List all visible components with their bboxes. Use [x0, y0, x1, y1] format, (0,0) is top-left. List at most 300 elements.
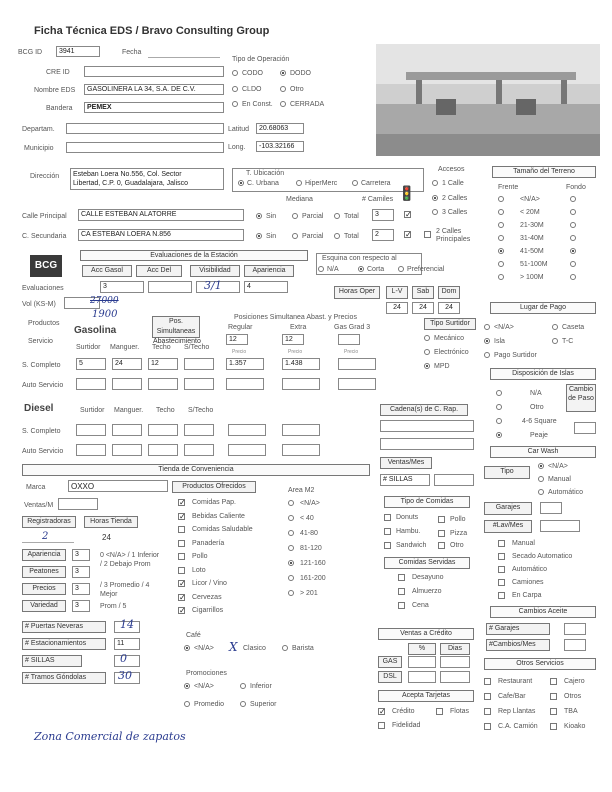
diesel-precio-2[interactable] — [282, 424, 320, 436]
puertas-label: # Puertas Neveras — [22, 621, 106, 633]
gas-auto-surtidor[interactable] — [76, 378, 106, 390]
cw-garajes-field[interactable] — [540, 502, 562, 514]
traffic-light-icon: 🚦 — [398, 185, 416, 201]
isla-square-radio[interactable] — [496, 418, 502, 424]
productos-ofrecidos-header: Productos Ofrecidos — [172, 481, 256, 493]
direccion-field[interactable] — [70, 168, 224, 190]
precio-reg-caption: Precio — [232, 349, 247, 355]
esquina-na-label: N/A — [327, 266, 339, 273]
horas-tienda-value: 24 — [102, 533, 111, 542]
servida-desayuno-label: Desayuno — [412, 574, 444, 581]
calles-principales-check[interactable] — [424, 231, 431, 238]
comida-hambu-label: Hambu. — [396, 528, 421, 535]
acceso-2-radio[interactable] — [432, 195, 438, 201]
op-cerrada-radio[interactable] — [280, 101, 286, 107]
diesel-precio-1[interactable] — [228, 424, 266, 436]
frente-5-radio[interactable] — [498, 261, 504, 267]
diesel-auto-precio-2[interactable] — [282, 444, 320, 456]
vol-label: Vol (KS-M) — [22, 301, 56, 308]
op-dodo-radio[interactable] — [280, 70, 286, 76]
gas-auto-s-techo[interactable] — [184, 378, 214, 390]
frente-label: Frente — [498, 184, 519, 191]
cafe-clasico-mark: X — [229, 640, 238, 654]
camiles-2-check[interactable] — [404, 231, 411, 238]
gas-grad3-label: Gas Grad 3 — [334, 324, 371, 331]
area-radio-2[interactable] — [288, 530, 294, 536]
producto-check-4[interactable] — [178, 553, 185, 560]
col-techo: Techo — [152, 344, 171, 351]
isla-otro-label: Otro — [530, 404, 544, 411]
diesel-s-completo-s-techo[interactable] — [184, 424, 214, 436]
gas-s-completo-surtidor[interactable]: 5 — [76, 358, 106, 370]
peatones-field[interactable]: 3 — [72, 566, 90, 578]
departam-field[interactable] — [66, 123, 224, 134]
fondo-label: Fondo — [566, 184, 586, 191]
promo-superior-radio[interactable] — [240, 701, 246, 707]
eval-apariencia-field[interactable]: 4 — [244, 281, 288, 293]
gas-s-completo-techo[interactable]: 12 — [148, 358, 178, 370]
fondo-3-radio[interactable] — [570, 235, 576, 241]
fondo-6-radio[interactable] — [570, 274, 576, 280]
calle-principal-label: Calle Principal — [22, 213, 67, 220]
auto-precio-gas3-field[interactable] — [338, 378, 376, 390]
variedad-label: Variedad — [22, 600, 66, 612]
pago-surtidor-radio[interactable] — [484, 352, 490, 358]
departam-label: Departam. — [22, 126, 55, 133]
precio-gas3-field[interactable] — [338, 358, 376, 370]
horas-lv-field[interactable]: 24 — [386, 302, 408, 314]
frente-1-radio[interactable] — [498, 209, 504, 215]
acceso-3-label: 3 Calles — [442, 209, 468, 216]
c-secundaria-field[interactable]: CA ESTEBAN LOERA N.856 — [78, 229, 244, 241]
esquina-preferencial-label: Preferencial — [407, 266, 445, 273]
otros-check-3[interactable] — [550, 693, 557, 700]
cambio-paso-field[interactable] — [574, 422, 596, 434]
gas-auto-techo[interactable] — [148, 378, 178, 390]
tienda-sillas-value: 0 — [120, 652, 127, 665]
cw-na-radio[interactable] — [538, 463, 544, 469]
longitud-field[interactable]: -103.32166 — [256, 141, 304, 152]
otros-label-3: Otros — [564, 693, 582, 700]
marca-label: Marca — [26, 484, 46, 491]
cw-check-1[interactable] — [498, 553, 505, 560]
tarjeta-flotas-label: Flotas — [450, 708, 470, 715]
area-radio-3[interactable] — [288, 545, 294, 551]
nombre-eds-field[interactable]: GASOLINERA LA 34, S.A. DE C.V. — [84, 84, 224, 95]
cw-check-4[interactable] — [498, 592, 505, 599]
regular-pos-field[interactable]: 12 — [226, 334, 248, 345]
diesel-auto-manguer[interactable] — [112, 444, 142, 456]
area-label-6: > 201 — [300, 590, 318, 597]
cambios-mes-field[interactable] — [564, 639, 586, 651]
cw-manual-radio[interactable] — [538, 476, 544, 482]
col-s-techo: S/Techo — [184, 344, 210, 351]
surtidor-electronico-radio[interactable] — [424, 349, 430, 355]
ubicacion-carretera-radio[interactable] — [352, 180, 358, 186]
horas-dom-field[interactable]: 24 — [438, 302, 460, 314]
pos-simult-header: Pos. Simultaneas Abastecimiento — [153, 318, 201, 345]
promo-na-radio[interactable] — [184, 683, 190, 689]
isla-na-radio[interactable] — [496, 390, 502, 396]
mediana1-sin-radio[interactable] — [256, 213, 262, 219]
precio-extra-caption: Precio — [288, 349, 303, 355]
estacionamiento-label: # Estacionamientos — [22, 638, 106, 650]
frente-6-radio[interactable] — [498, 274, 504, 280]
precios-label: Precios — [22, 583, 66, 595]
gasolina-label: Gasolina — [74, 325, 117, 336]
surtidor-mecanico-label: Mecánico — [434, 335, 464, 342]
tienda-sillas-field[interactable] — [114, 655, 140, 667]
estacionamiento-field[interactable]: 11 — [114, 638, 140, 650]
col-surtidor: Surtidor — [76, 344, 101, 351]
cre-id-label: CRE ID — [46, 69, 70, 76]
bandera-label: Bandera — [46, 105, 73, 112]
cambios-garajes-header: # Garajes — [486, 623, 550, 635]
cadena-header: Cadena(s) de C. Rap. — [380, 404, 468, 416]
horas-sab-field[interactable]: 24 — [412, 302, 434, 314]
apariencia-label: Apariencia — [22, 549, 66, 561]
acceso-3-radio[interactable] — [432, 209, 438, 215]
producto-label-8: Cigarrillos — [192, 607, 224, 614]
otros-check-0[interactable] — [484, 678, 491, 685]
otros-check-6[interactable] — [484, 723, 491, 730]
camiles-2-field[interactable]: 2 — [372, 229, 394, 241]
credito-gas-label: GAS — [378, 656, 402, 668]
cw-check-2[interactable] — [498, 566, 505, 573]
diesel-s-completo-techo[interactable] — [148, 424, 178, 436]
comida-pollo-check[interactable] — [438, 516, 445, 523]
comida-otro-label: Otro — [450, 542, 464, 549]
registradoras-field[interactable] — [22, 542, 74, 543]
pago-na-radio[interactable] — [484, 324, 490, 330]
credito-dsl-pct[interactable] — [408, 671, 436, 683]
fondo-5-radio[interactable] — [570, 261, 576, 267]
cafe-barista-radio[interactable] — [282, 645, 288, 651]
cw-check-3[interactable] — [498, 579, 505, 586]
ubicacion-label: T. Ubicación — [246, 170, 285, 177]
frente-0-radio[interactable] — [498, 196, 504, 202]
mediana2-total-label: Total — [344, 233, 359, 240]
camiles-1-check[interactable] — [404, 211, 411, 218]
fondo-0-radio[interactable] — [570, 196, 576, 202]
producto-label-7: Cervezas — [192, 593, 222, 601]
comida-otro-check[interactable] — [438, 542, 445, 549]
auto-precio-regular-field[interactable] — [226, 378, 264, 390]
producto-label-1: Bebidas Caliente — [192, 512, 245, 520]
servida-almuerzo-check[interactable] — [398, 588, 405, 595]
acceso-1-label: 1 Calle — [442, 180, 464, 187]
gas-s-completo-manguer[interactable]: 24 — [112, 358, 142, 370]
bcg-id-field[interactable]: 3941 — [56, 46, 100, 57]
visibilidad-header: Visibilidad — [190, 265, 240, 277]
vol-handwritten-value: 1900 — [92, 309, 118, 320]
ventas-m-label: Ventas/M — [24, 502, 54, 509]
area-label-2: 41-80 — [300, 530, 318, 537]
op-codo-radio[interactable] — [232, 70, 238, 76]
mediana2-sin-label: Sin — [266, 233, 277, 240]
comida-sandwich-check[interactable] — [384, 542, 391, 549]
disposicion-title: Disposición de Islas — [490, 368, 596, 380]
tipo-surtidor-header: Tipo Surtidor — [424, 318, 476, 330]
municipio-label: Municipio — [24, 145, 54, 152]
op-cerrada-label: CERRADA — [290, 101, 325, 108]
frente-4-radio[interactable] — [498, 248, 504, 254]
ventas-mes-field[interactable] — [434, 474, 474, 486]
evaluaciones-title: Evaluaciones de la Estación — [80, 250, 308, 261]
esquina-na-radio[interactable] — [318, 266, 324, 272]
comida-pizza-check[interactable] — [438, 530, 445, 537]
promo-inferior-radio[interactable] — [240, 683, 246, 689]
otros-label-6: C.A. Camión — [498, 723, 538, 730]
area-radio-0[interactable] — [288, 500, 294, 506]
promo-inferior-label: Inferior — [250, 683, 272, 690]
credito-gas-pct[interactable] — [408, 656, 436, 668]
registradoras-header: Registradoras — [22, 516, 76, 528]
evaluaciones-label: Evaluaciones — [22, 285, 64, 292]
ventas-credito-header: Ventas a Crédito — [378, 628, 474, 640]
pago-caseta-radio[interactable] — [552, 324, 558, 330]
cw-automatico-label: Automático — [548, 489, 584, 496]
area-radio-5[interactable] — [288, 575, 294, 581]
ventas-m-field[interactable] — [58, 498, 98, 510]
pago-surtidor-label: Pago Surtidor — [494, 352, 537, 359]
otros-label-0: Restaurant — [498, 678, 533, 685]
eval-acc-del-field[interactable] — [148, 281, 192, 293]
producto-label-0: Comidas Pap. — [192, 499, 236, 506]
otros-check-2[interactable] — [484, 693, 491, 700]
diesel-auto-surtidor[interactable] — [76, 444, 106, 456]
diesel-auto-s-techo[interactable] — [184, 444, 214, 456]
precio-regular-field[interactable]: 1.357 — [226, 358, 264, 370]
fondo-1-radio[interactable] — [570, 209, 576, 215]
producto-check-0[interactable] — [178, 499, 185, 506]
gas-auto-manguer[interactable] — [112, 378, 142, 390]
area-radio-1[interactable] — [288, 515, 294, 521]
producto-check-7[interactable] — [178, 594, 185, 601]
cambios-garajes-field[interactable] — [564, 623, 586, 635]
mediana2-parcial-radio[interactable] — [292, 233, 298, 239]
cw-check-0[interactable] — [498, 540, 505, 547]
producto-label-5: Loto — [192, 566, 206, 574]
productos-label: Productos — [28, 320, 60, 327]
scale-legend-1: 0 <N/A> / 1 Inferior / 2 Debajo Prom — [100, 552, 160, 568]
frente-3-radio[interactable] — [498, 235, 504, 241]
producto-check-5[interactable] — [178, 567, 185, 574]
auto-precio-extra-field[interactable] — [282, 378, 320, 390]
eval-visibilidad-handwriting: 3/1 — [204, 279, 222, 292]
camiles-1-field[interactable]: 3 — [372, 209, 394, 221]
op-otro-radio[interactable] — [280, 86, 286, 92]
op-en-const-label: En Const. — [242, 101, 273, 108]
tarjeta-fidelidad-check[interactable] — [378, 722, 385, 729]
fondo-2-radio[interactable] — [570, 222, 576, 228]
col-manguer: Manguer. — [110, 344, 140, 351]
comida-donuts-check[interactable] — [384, 514, 391, 521]
diesel-col-techo: Techo — [156, 407, 175, 414]
comida-hambu-check[interactable] — [384, 528, 391, 535]
cadena-field-2[interactable] — [380, 438, 474, 450]
bcg-id-label: BCG ID — [18, 49, 43, 56]
promo-promedio-radio[interactable] — [184, 701, 190, 707]
extra-pos-field[interactable]: 12 — [282, 334, 304, 345]
frente-2-radio[interactable] — [498, 222, 504, 228]
surtidor-mpd-radio[interactable] — [424, 363, 430, 369]
cw-manual-label: Manual — [548, 476, 571, 483]
terreno-row-1-label: < 20M — [520, 209, 540, 216]
cw-check-label-1: Secado Automatico — [512, 553, 573, 560]
tarjeta-flotas-check[interactable] — [436, 708, 443, 715]
cw-check-label-2: Automático — [512, 566, 548, 573]
scale-legend-3: Prom / 5 — [100, 603, 127, 610]
comida-pizza-label: Pizza — [450, 530, 468, 537]
nombre-eds-label: Nombre EDS — [34, 87, 76, 94]
comidas-servidas-header: Comidas Servidas — [384, 557, 470, 569]
tramos-label: # Tramos Góndolas — [22, 672, 106, 684]
horas-oper-button[interactable]: Horas Oper — [334, 286, 380, 299]
mediana2-sin-radio[interactable] — [256, 233, 262, 239]
pago-isla-radio[interactable] — [484, 338, 490, 344]
ubicacion-hipermerc-radio[interactable] — [296, 180, 302, 186]
tarjeta-credito-check[interactable] — [378, 708, 385, 715]
extra-label: Extra — [290, 324, 307, 331]
otros-check-7[interactable] — [550, 723, 557, 730]
terreno-row-3-label: 31-40M — [520, 235, 544, 242]
cambio-paso-header: Cambio de Paso — [566, 384, 596, 412]
credito-dsl-dias[interactable] — [440, 671, 470, 683]
diesel-s-completo-manguer[interactable] — [112, 424, 142, 436]
marca-field[interactable]: OXXO — [68, 480, 168, 492]
municipio-field[interactable] — [66, 142, 224, 153]
fondo-4-radio[interactable] — [570, 248, 576, 254]
area-radio-4[interactable] — [288, 560, 294, 566]
cafe-barista-label: Barista — [292, 645, 314, 652]
auto-servicio-label: Auto Servicio — [22, 382, 64, 389]
ubicacion-urbana-radio[interactable] — [238, 180, 244, 186]
acceso-1-radio[interactable] — [432, 180, 438, 186]
direccion-line-1: Esteban Loera No.556, Col. Sector — [73, 171, 182, 178]
area-label-1: < 40 — [300, 515, 314, 522]
esquina-corta-radio[interactable] — [358, 266, 364, 272]
horas-tienda-header: Horas Tienda — [84, 516, 138, 528]
producto-check-8[interactable] — [178, 607, 185, 614]
comida-pollo-label: Pollo — [450, 516, 466, 523]
otros-check-5[interactable] — [550, 708, 557, 715]
comida-donuts-label: Donuts — [396, 514, 419, 521]
cre-id-field[interactable] — [84, 66, 224, 77]
posiciones-title: Posiciones Simultanea Abast. y Precios — [234, 314, 357, 321]
op-en-const-radio[interactable] — [232, 101, 238, 107]
cw-check-label-4: En Carpa — [512, 592, 542, 599]
tipo-comidas-header: Tipo de Comidas — [384, 496, 470, 508]
producto-check-6[interactable] — [178, 580, 185, 587]
terreno-row-4-label: 41-50M — [520, 248, 544, 255]
producto-label-6: Licor / Vino — [192, 580, 227, 587]
diesel-auto-precio-1[interactable] — [228, 444, 266, 456]
camiles-label: # Camiles — [362, 196, 394, 203]
ubicacion-urbana-label: C. Urbana — [247, 180, 279, 187]
otros-label-7: Kioako — [564, 723, 586, 730]
fecha-field[interactable] — [148, 57, 220, 58]
ventas-sillas-field[interactable]: # SILLAS — [380, 474, 430, 486]
isla-peaje-radio[interactable] — [496, 432, 502, 438]
esquina-preferencial-radio[interactable] — [398, 266, 404, 272]
apariencia-field[interactable]: 3 — [72, 549, 90, 561]
cafe-clasico-label[interactable]: Clasico — [243, 645, 266, 652]
apariencia-header: Apariencia — [244, 265, 294, 277]
producto-check-2[interactable] — [178, 526, 185, 533]
tarjeta-fidelidad-label: Fidelidad — [392, 722, 421, 729]
producto-check-3[interactable] — [178, 540, 185, 547]
terreno-title: Tamaño del Terreno — [492, 166, 596, 178]
area-label-4: 121-160 — [300, 560, 326, 567]
tramos-value: 30 — [118, 669, 132, 682]
bandera-field[interactable]: PEMEX — [84, 102, 224, 113]
otros-check-4[interactable] — [484, 708, 491, 715]
precio-extra-field[interactable]: 1.438 — [282, 358, 320, 370]
area-radio-6[interactable] — [288, 590, 294, 596]
calle-principal-field[interactable]: CALLE ESTEBAN ALATORRE — [78, 209, 244, 221]
esquina-corta-label: Corta — [367, 266, 385, 273]
mediana2-total-radio[interactable] — [334, 233, 340, 239]
latitud-field[interactable]: 20.68063 — [256, 123, 304, 134]
longitud-label: Long. — [228, 144, 246, 151]
terreno-row-2-label: 21-30M — [520, 222, 544, 229]
mediana1-sin-label: Sin — [266, 213, 277, 220]
surtidor-mecanico-radio[interactable] — [424, 335, 430, 341]
producto-check-1[interactable] — [178, 513, 185, 520]
diesel-s-completo-surtidor[interactable] — [76, 424, 106, 436]
otros-check-1[interactable] — [550, 678, 557, 685]
eval-acc-gasol-field[interactable]: 3 — [100, 281, 144, 293]
op-cldo-radio[interactable] — [232, 86, 238, 92]
variedad-field[interactable]: 3 — [72, 600, 90, 612]
tarjeta-credito-label: Crédito — [392, 708, 415, 715]
isla-otro-radio[interactable] — [496, 404, 502, 410]
cw-check-label-3: Camiones — [512, 579, 544, 586]
diesel-auto-techo[interactable] — [148, 444, 178, 456]
credito-dias-header: Dias — [440, 643, 470, 655]
cw-lav-mes-field[interactable] — [540, 520, 580, 532]
cw-check-label-0: Manual — [512, 540, 535, 547]
mediana1-parcial-radio[interactable] — [292, 213, 298, 219]
otros-label-4: Rep Llantas — [498, 708, 536, 715]
mediana1-total-radio[interactable] — [334, 213, 340, 219]
promo-superior-label: Superior — [250, 701, 277, 708]
car-wash-tipo-header: Tipo — [484, 466, 530, 479]
precios-field[interactable]: 3 — [72, 583, 90, 595]
isla-square-label: 4-6 Square — [522, 418, 557, 425]
car-wash-title: Car Wash — [490, 446, 596, 458]
servida-desayuno-check[interactable] — [398, 574, 405, 581]
gas-s-completo-s-techo[interactable] — [184, 358, 214, 370]
bcg-logo: BCG — [30, 255, 62, 277]
servida-cena-check[interactable] — [398, 602, 405, 609]
acceso-2-label: 2 Calles — [442, 195, 468, 202]
ventas-mes-header: Ventas/Mes — [380, 457, 432, 469]
dia-lv-header: L-V — [386, 286, 408, 299]
otros-label-5: TBA — [564, 708, 578, 715]
ubicacion-carretera-label: Carretera — [361, 180, 391, 187]
gas3-pos-field[interactable] — [338, 334, 360, 345]
cw-automatico-radio[interactable] — [538, 489, 544, 495]
cafe-na-radio[interactable] — [184, 645, 190, 651]
direccion-line-2: Libertad, C.P. 0, Guadalajara, Jalisco — [73, 180, 189, 188]
area-label-3: 81-120 — [300, 545, 322, 552]
pago-tc-radio[interactable] — [552, 338, 558, 344]
cadena-field-1[interactable] — [380, 420, 474, 432]
acepta-tarjetas-header: Acepta Tarjetas — [378, 690, 474, 702]
credito-gas-dias[interactable] — [440, 656, 470, 668]
